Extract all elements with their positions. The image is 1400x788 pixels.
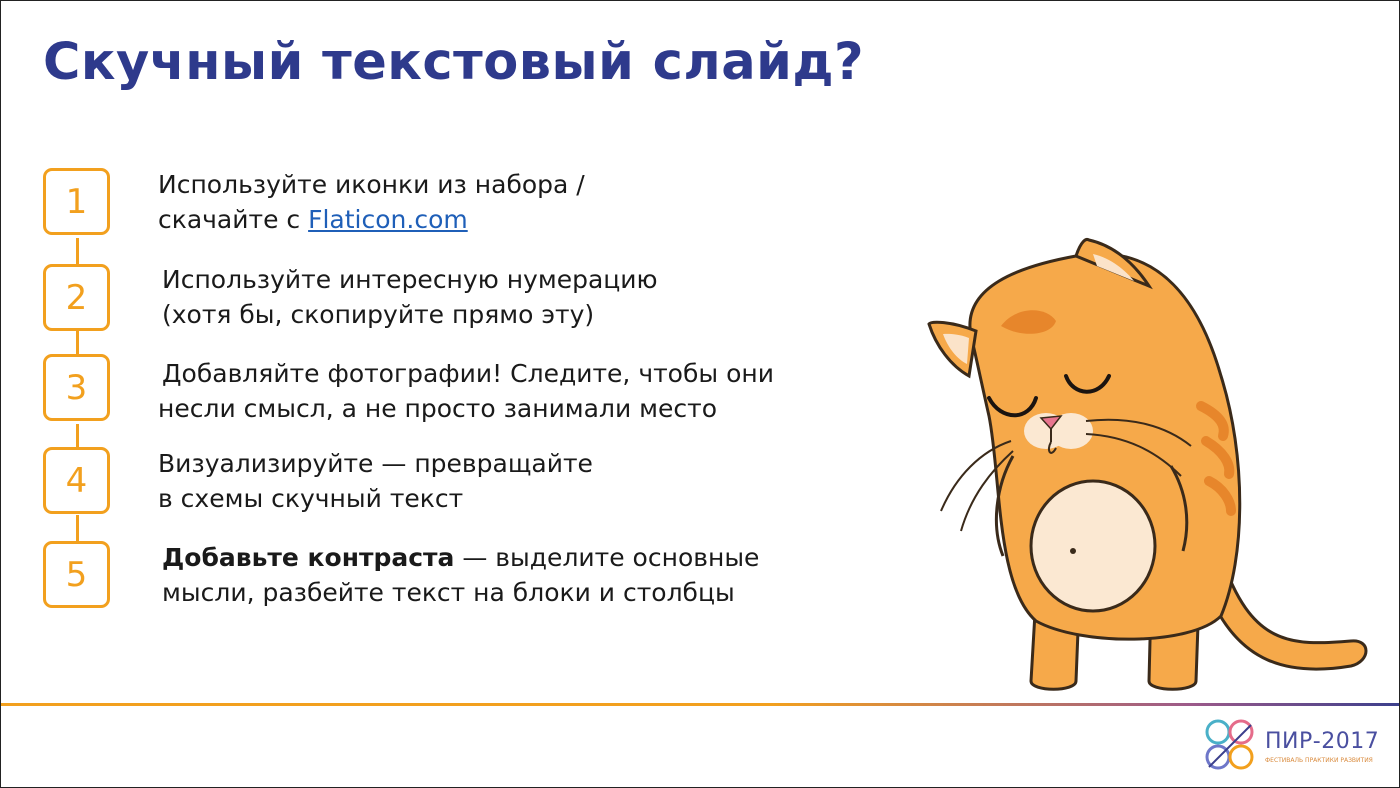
numbering-connector — [76, 515, 79, 541]
list-item-5 — [162, 540, 822, 610]
item-3-line-1: Добавляйте фотографии! Следите, чтобы они — [162, 359, 774, 388]
item-4-line-1: Визуализируйте — превращайте — [158, 449, 593, 478]
number-badge-2: 2 — [43, 264, 110, 331]
item-1-line-1: Используйте иконки из набора / — [158, 170, 585, 199]
item-5-line-2: мысли, разбейте текст на блоки и столбцы — [162, 578, 735, 607]
item-2-line-2: (хотя бы, скопируйте прямо эту) — [162, 300, 595, 329]
item-1-line-2 — [158, 202, 818, 237]
list-item-1 — [158, 167, 818, 237]
item-5-emphasis: Добавьте контраста — [162, 543, 455, 572]
number-badge-1: 1 — [43, 168, 110, 235]
item-3-line-2: несли смысл, а не просто занимали место — [158, 394, 718, 423]
item-5-line-1-rest: — выделите основные — [454, 543, 760, 572]
numbering-connector — [76, 331, 79, 354]
item-1-line-2-prefix: скачайте с — [158, 205, 309, 234]
festival-logo-icon — [1201, 717, 1261, 777]
cat-belly — [1031, 481, 1155, 611]
number-badge-5: 5 — [43, 541, 110, 608]
item-4-line-2: в схемы скучный текст — [158, 484, 464, 513]
number-badge-4: 4 — [43, 447, 110, 514]
item-5-line-1 — [162, 540, 822, 575]
item-2-line-1: Используйте интересную нумерацию — [162, 265, 658, 294]
slide-title: Скучный текстовый слайд? — [43, 33, 865, 92]
festival-logo-name: ПИР-2017 — [1265, 729, 1380, 754]
list-item-3 — [158, 356, 822, 426]
flaticon-link[interactable]: Flaticon.com — [308, 205, 468, 234]
numbering-connector — [76, 424, 79, 447]
number-badge-3: 3 — [43, 354, 110, 421]
sleepy-cat-illustration — [901, 226, 1371, 696]
festival-logo-tagline: ФЕСТИВАЛЬ ПРАКТИКИ РАЗВИТИЯ — [1265, 757, 1373, 764]
cat-belly-button — [1070, 548, 1076, 554]
list-item-2 — [162, 262, 822, 332]
festival-logo — [1201, 717, 1380, 777]
list-item-4 — [158, 446, 818, 516]
numbering-connector — [76, 238, 79, 264]
footer-divider — [1, 703, 1400, 706]
